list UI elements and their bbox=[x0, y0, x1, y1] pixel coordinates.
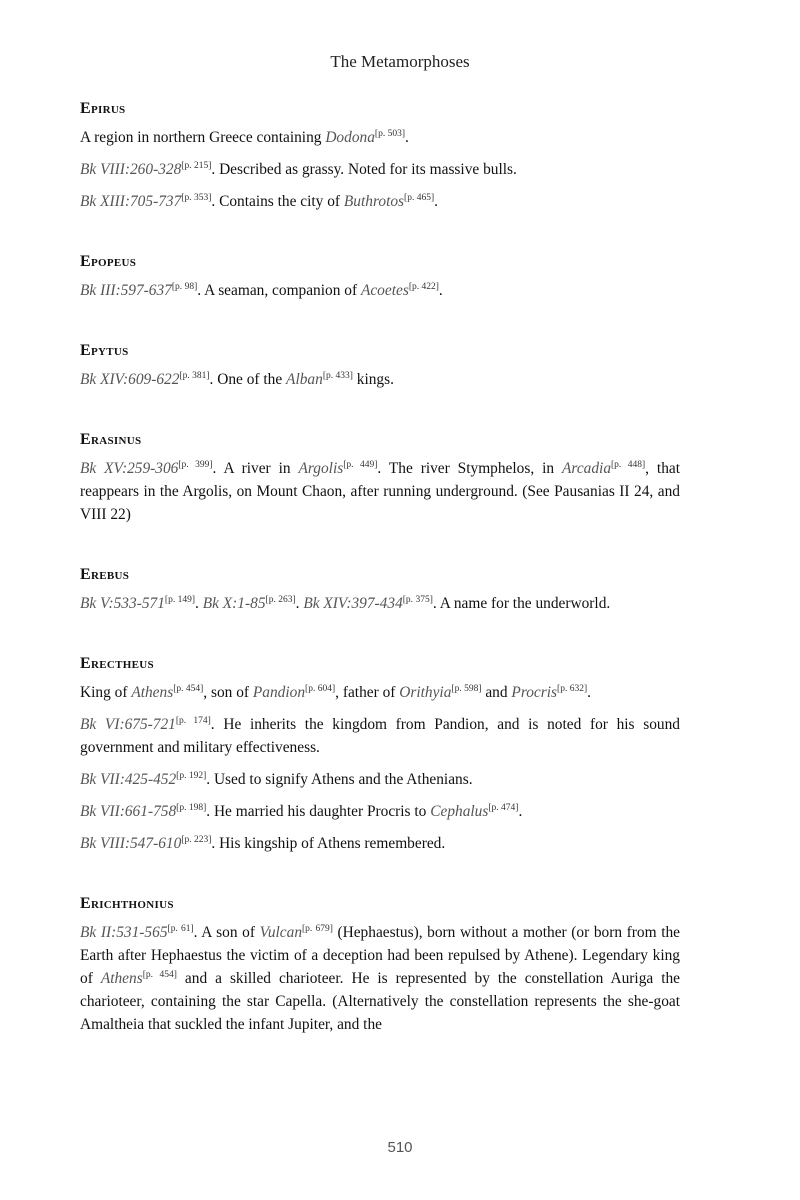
page-reference[interactable]: [p. $^{598}$ ] bbox=[451, 684, 481, 694]
glossary-entry bbox=[80, 251, 680, 302]
page-reference[interactable]: [p. $^{263}$ ] bbox=[266, 595, 296, 605]
page-reference[interactable]: [p. $^{632}$ ] bbox=[557, 684, 587, 694]
entry-paragraph bbox=[80, 921, 680, 1036]
entry-heading: Epopeus bbox=[80, 253, 137, 270]
entry-paragraph bbox=[80, 368, 680, 391]
book-reference-link[interactable]: Bk XIV:397-434 bbox=[303, 595, 403, 612]
page-reference[interactable]: [p. $^{503}$ ] bbox=[375, 129, 405, 139]
body-text: . bbox=[434, 193, 438, 210]
entry-paragraph bbox=[80, 457, 680, 526]
body-text: . One of the bbox=[209, 371, 287, 388]
entry-paragraph bbox=[80, 800, 680, 823]
book-reference-link[interactable]: Bk VIII:547-610 bbox=[80, 835, 182, 852]
glossary-entry bbox=[80, 564, 680, 615]
entry-paragraph bbox=[80, 713, 680, 759]
cross-reference-link[interactable]: Pandion bbox=[252, 684, 306, 701]
body-text: kings. bbox=[352, 371, 394, 388]
page-reference[interactable]: [p. $^{604}$ ] bbox=[305, 684, 335, 694]
entry-paragraph bbox=[80, 126, 680, 149]
cross-reference-link[interactable]: Argolis bbox=[298, 460, 344, 477]
cross-reference-link[interactable]: Procris bbox=[511, 684, 558, 701]
body-text: . He inherits the kingdom from Pandion, and is noted for his sound government and military effectiveness. bbox=[80, 716, 681, 756]
body-text: . bbox=[518, 803, 523, 820]
glossary-entry bbox=[80, 429, 680, 526]
body-text: . Described as grassy. Noted for its massive bulls. bbox=[211, 161, 517, 178]
entry-heading: Erichthonius bbox=[80, 895, 174, 912]
cross-reference-link[interactable]: Vulcan bbox=[259, 924, 303, 941]
body-text: . A name for the underworld. bbox=[432, 595, 611, 612]
page-reference[interactable]: [p. $^{353}$ ] bbox=[181, 193, 211, 203]
glossary-entry bbox=[80, 653, 680, 855]
page-reference[interactable]: [p. $^{198}$ ] bbox=[176, 803, 206, 813]
entry-paragraph bbox=[80, 768, 680, 791]
cross-reference-link[interactable]: Orithyia bbox=[399, 684, 452, 701]
page-reference[interactable]: [p. $^{454}$ ] bbox=[173, 684, 203, 694]
page-reference[interactable]: [p. $^{465}$ ] bbox=[404, 193, 434, 203]
body-text: . His kingship of Athens remembered. bbox=[211, 835, 446, 852]
glossary-content bbox=[80, 98, 680, 1074]
body-text: . Contains the city of bbox=[211, 193, 344, 210]
page-number: 510 bbox=[387, 1139, 413, 1156]
page-reference[interactable]: [p. $^{192}$ ] bbox=[176, 771, 206, 781]
entry-heading: Epirus bbox=[80, 100, 126, 117]
page-reference[interactable]: [p. $^{375}$ ] bbox=[403, 595, 433, 605]
book-reference-link[interactable]: Bk III:597-637 bbox=[80, 282, 172, 299]
page-reference[interactable]: [p. $^{149}$ ] bbox=[165, 595, 195, 605]
body-text: , son of bbox=[203, 684, 253, 701]
glossary-entry bbox=[80, 98, 680, 213]
book-reference-link[interactable]: Bk VI:675-721 bbox=[80, 716, 176, 733]
entry-heading: Epytus bbox=[80, 342, 129, 359]
page-reference[interactable]: [p. $^{223}$ ] bbox=[181, 835, 211, 845]
page-reference[interactable]: [p. $^{98}$ ] bbox=[172, 282, 197, 292]
body-text: . A son of bbox=[193, 924, 260, 941]
page-reference[interactable]: [p. $^{449}$ ] bbox=[343, 460, 377, 470]
entry-heading: Erectheus bbox=[80, 655, 154, 672]
entry-paragraph bbox=[80, 592, 680, 615]
book-reference-link[interactable]: Bk VII:425-452 bbox=[80, 771, 177, 788]
body-text: . The river Stymphelos, in bbox=[377, 460, 562, 477]
body-text: . bbox=[587, 684, 591, 701]
page-reference[interactable]: [p. $^{381}$ ] bbox=[179, 371, 209, 381]
page-reference[interactable]: [p. $^{448}$ ] bbox=[611, 460, 645, 470]
page-reference[interactable]: [p. $^{215}$ ] bbox=[181, 161, 211, 171]
cross-reference-link[interactable]: Dodona bbox=[325, 129, 375, 146]
page-reference[interactable]: [p. $^{433}$ ] bbox=[323, 371, 353, 381]
book-reference-link[interactable]: Bk VII:661-758 bbox=[80, 803, 177, 820]
page-reference[interactable]: [p. $^{399}$ ] bbox=[178, 460, 212, 470]
body-text: and bbox=[481, 684, 512, 701]
entry-paragraph bbox=[80, 832, 680, 855]
body-text: and a skilled charioteer. He is represented by the constellation Auriga the charioteer, containing the star Capella. (Alternatively the constellation represents the she-goat Amaltheia that suckled the infant Jupiter, and the bbox=[80, 970, 681, 1033]
body-text: . bbox=[438, 282, 443, 299]
book-reference-link[interactable]: Bk V:533-571 bbox=[80, 595, 165, 612]
cross-reference-link[interactable]: Acoetes bbox=[360, 282, 409, 299]
page-reference[interactable]: [p. $^{679}$ ] bbox=[302, 924, 333, 934]
body-text: King of bbox=[80, 684, 132, 701]
body-text: . He married his daughter Procris to bbox=[206, 803, 431, 820]
book-reference-link[interactable]: Bk VIII:260-328 bbox=[80, 161, 182, 178]
book-reference-link[interactable]: Bk XIV:609-622 bbox=[80, 371, 180, 388]
body-text: . bbox=[405, 129, 409, 146]
cross-reference-link[interactable]: Athens bbox=[100, 970, 143, 987]
cross-reference-link[interactable]: Arcadia bbox=[562, 460, 612, 477]
page-reference[interactable]: [p. $^{174}$ ] bbox=[176, 716, 211, 726]
body-text: , that reappears in the Argolis, on Mount Chaon, after running underground. (See Pausanias II 24, and VIII 22) bbox=[80, 460, 681, 523]
page-reference[interactable]: [p. $^{422}$ ] bbox=[409, 282, 439, 292]
page-reference[interactable]: [p. $^{474}$ ] bbox=[488, 803, 518, 813]
cross-reference-link[interactable]: Cephalus bbox=[430, 803, 489, 820]
book-reference-link[interactable]: Bk XV:259-306 bbox=[80, 460, 179, 477]
body-text: . A seaman, companion of bbox=[197, 282, 361, 299]
running-header: The Metamorphoses bbox=[330, 52, 470, 71]
cross-reference-link[interactable]: Buthrotos bbox=[343, 193, 405, 210]
body-text: . A river in bbox=[212, 460, 299, 477]
glossary-entry bbox=[80, 340, 680, 391]
body-text: . bbox=[195, 595, 203, 612]
entry-paragraph bbox=[80, 158, 680, 181]
page-reference[interactable]: [p. $^{61}$ ] bbox=[168, 924, 194, 934]
body-text: A region in northern Greece containing bbox=[80, 129, 326, 146]
glossary-entry bbox=[80, 893, 680, 1036]
cross-reference-link[interactable]: Athens bbox=[131, 684, 174, 701]
entry-heading: Erebus bbox=[80, 566, 130, 583]
book-reference-link[interactable]: Bk X:1-85 bbox=[202, 595, 266, 612]
body-text: . bbox=[295, 595, 304, 612]
page-reference[interactable]: [p. $^{454}$ ] bbox=[143, 970, 177, 980]
book-reference-link[interactable]: Bk II:531-565 bbox=[80, 924, 168, 941]
cross-reference-link[interactable]: Alban bbox=[286, 371, 323, 388]
book-reference-link[interactable]: Bk XIII:705-737 bbox=[80, 193, 182, 210]
body-text: . Used to signify Athens and the Athenians. bbox=[206, 771, 473, 788]
entry-heading: Erasinus bbox=[80, 431, 142, 448]
body-text: , father of bbox=[335, 684, 400, 701]
entry-paragraph bbox=[80, 681, 680, 704]
entry-paragraph bbox=[80, 190, 680, 213]
entry-paragraph bbox=[80, 279, 680, 302]
body-text: (Hephaestus), born without a mother (or born from the Earth after Hephaestus the victim of a deception had been repulsed by Athene). Legendary king of bbox=[80, 924, 680, 987]
